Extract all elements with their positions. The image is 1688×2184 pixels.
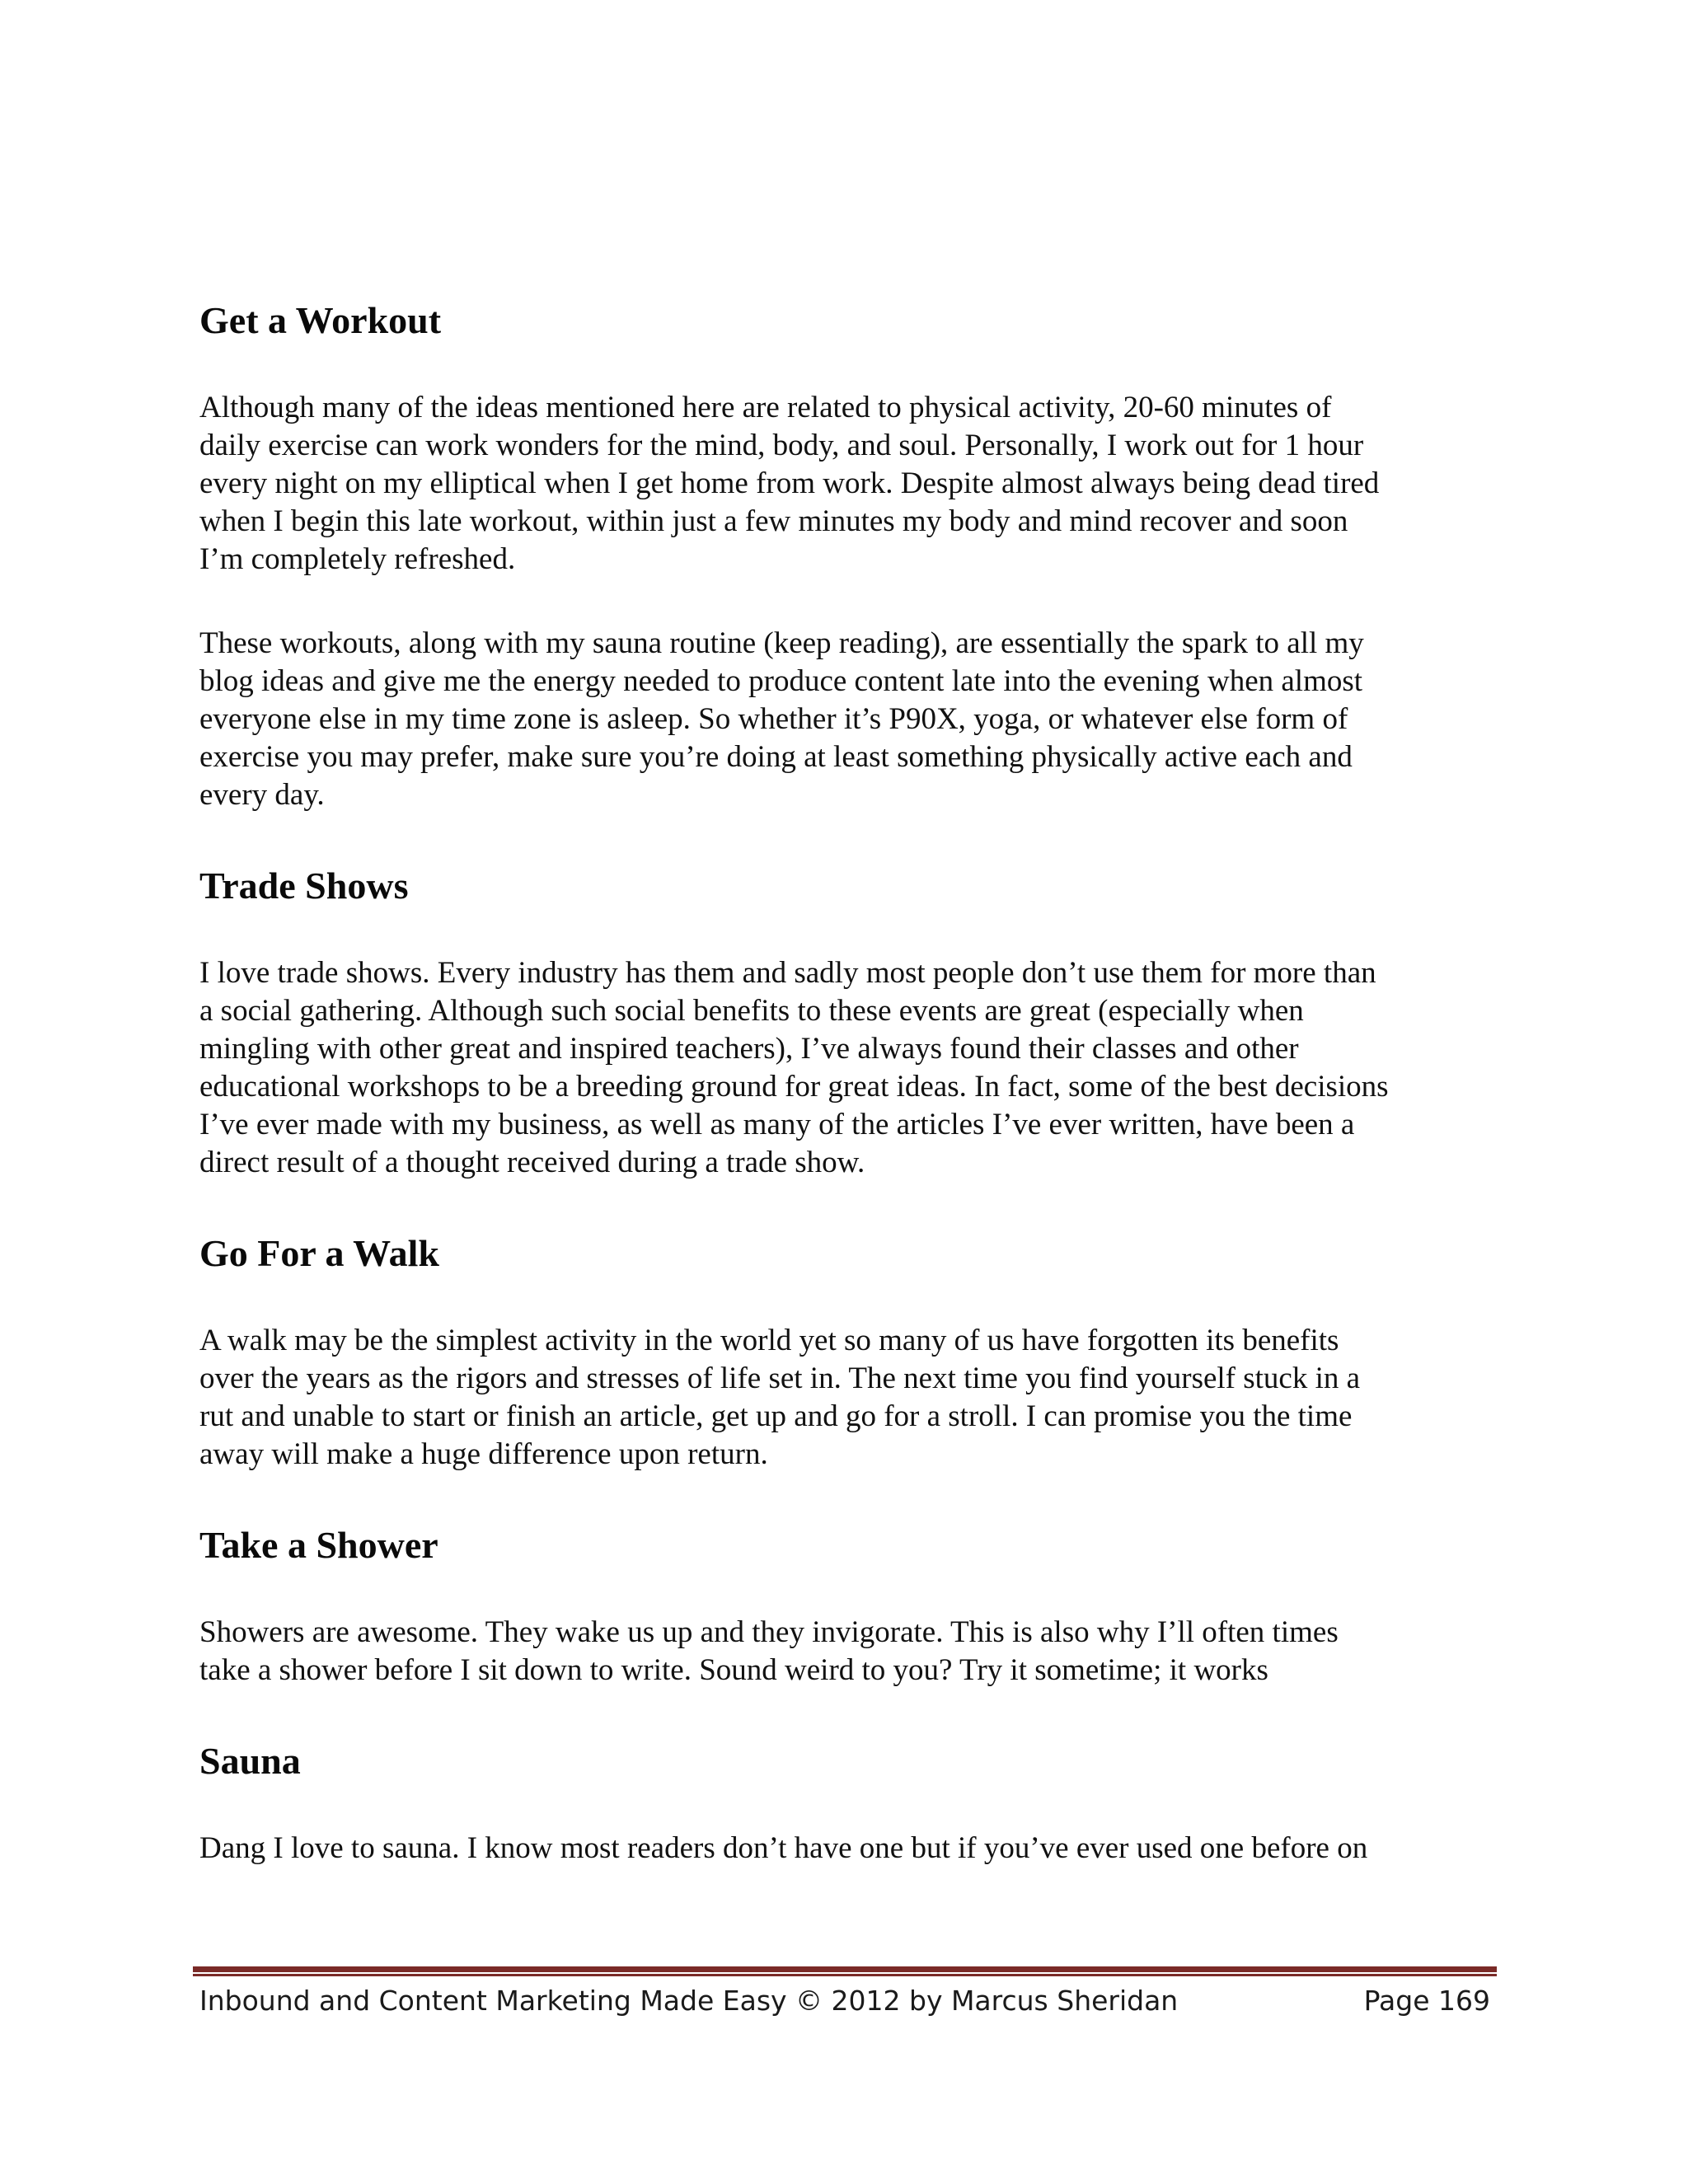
body-paragraph: Dang I love to sauna. I know most readers don’t have one but if you’ve ever used one before on [199,1831,1368,1865]
footer-divider [193,1966,1497,1976]
page-number: Page 169 [1363,1984,1490,2017]
section-take-a-shower [199,1523,1493,1690]
footer-divider-thick [193,1966,1497,1972]
page-footer [199,1980,1490,2021]
section-heading: Trade Shows [199,865,409,907]
section-heading: Take a Shower [199,1524,438,1566]
section-heading: Sauna [199,1740,301,1782]
section-heading: Get a Workout [199,299,442,341]
body-paragraph: Although many of the ideas mentioned here are related to physical activity, 20-60 minutes of daily exercise can work wonders for the mind, body, and soul. Personally, I work out for 1 hour every night on my elliptical when I get home from work. Despite almost always being dead tired when I begin this late workout, within just a few minutes my body and mind recover and soon I’m completely refreshed. [199,391,1380,576]
section-go-for-a-walk [199,1231,1493,1474]
section-heading: Go For a Walk [199,1232,439,1274]
body-paragraph: A walk may be the simplest activity in the world yet so many of us have forgotten its benefits over the years as the rigors and stresses of life set in. The next time you find yourself stuck in a rut and unable to start or finish an article, get up and go for a stroll. I can promise you the time away will make a huge difference upon return. [199,1324,1361,1471]
section-sauna [199,1739,1493,1868]
body-paragraph: These workouts, along with my sauna routine (keep reading), are essentially the spark to all my blog ideas and give me the energy needed to produce content late into the evening when almost everyone else in my time zone is asleep. So whether it’s P90X, yoga, or whatever else form of exercise you may prefer, make sure you’re doing at least something physically active each and every day. [199,626,1364,812]
footer-divider-thin [193,1974,1497,1976]
page-body [199,298,1493,1914]
body-paragraph: I love trade shows. Every industry has them and sadly most people don’t use them for more than a social gathering. Although such social benefits to these events are great (especially when mingling with other great and inspired teachers), I’ve always found their classes and other educational workshops to be a breeding ground for great ideas. In fact, some of the best decisions I’ve ever made with my business, as well as many of the articles I’ve ever written, have been a direct result of a thought received during a trade show. [199,956,1389,1179]
footer-copyright: Inbound and Content Marketing Made Easy © 2012 by Marcus Sheridan [199,1984,1179,2017]
section-get-a-workout [199,298,1493,814]
body-paragraph: Showers are awesome. They wake us up and they invigorate. This is also why I’ll often times take a shower before I sit down to write. Sound weird to you? Try it sometime; it works [199,1615,1339,1687]
section-trade-shows [199,864,1493,1182]
